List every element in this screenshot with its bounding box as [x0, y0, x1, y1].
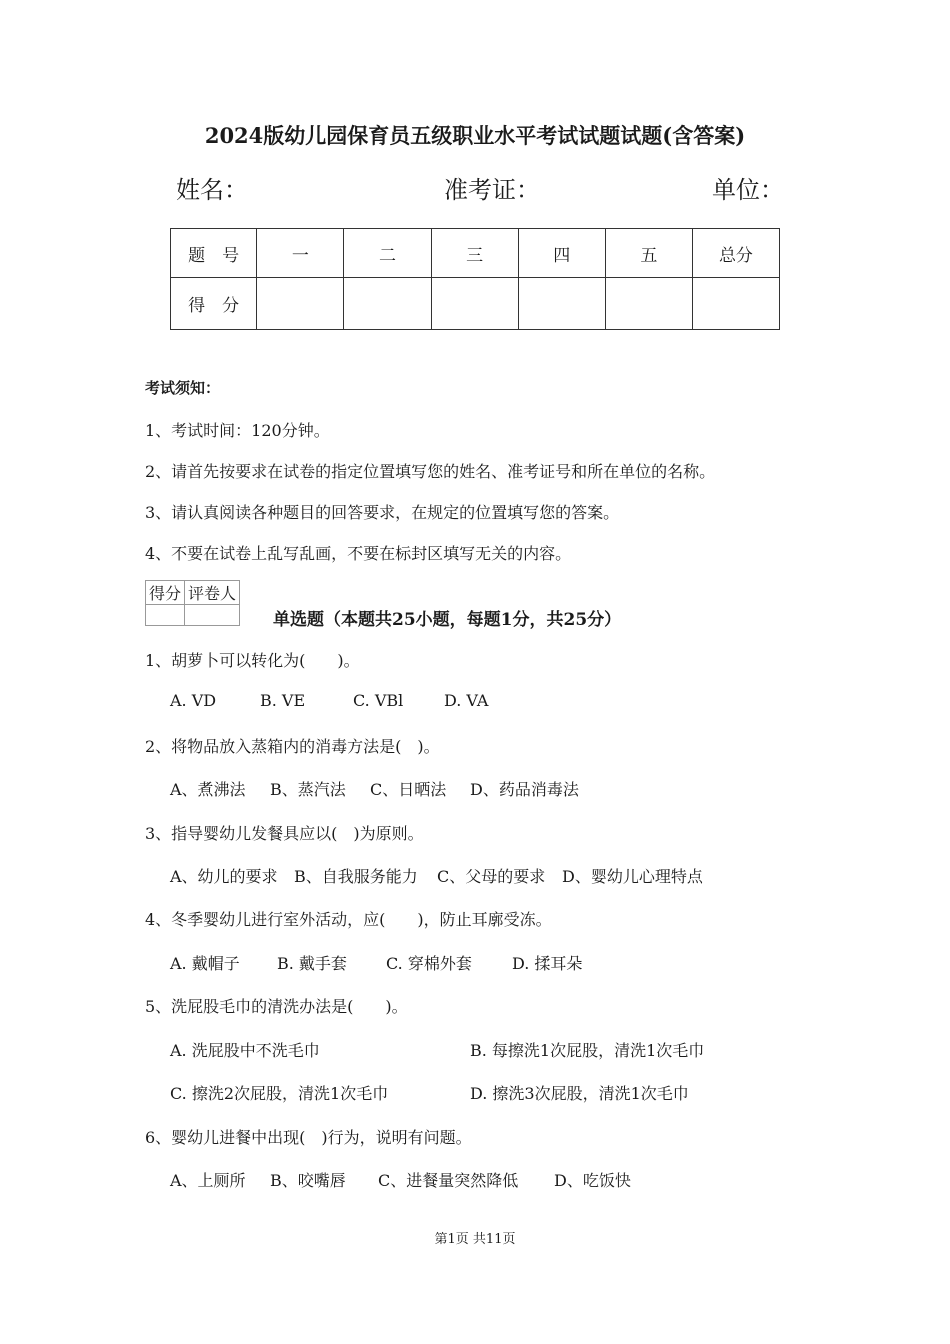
exam-title: 2024版幼儿园保育员五级职业水平考试试题试题(含答案)	[204, 123, 746, 148]
notice-item: 2、请首先按要求在试卷的指定位置填写您的姓名、准考证号和所在单位的名称。	[145, 462, 716, 481]
question-option: B. 戴手套	[277, 954, 347, 973]
score-input-cell[interactable]	[431, 278, 518, 330]
score-header-cell: 四	[518, 229, 605, 278]
score-input-cell[interactable]	[257, 278, 344, 330]
grader-reviewer-cell[interactable]	[185, 605, 240, 626]
question-option: D. 揉耳朵	[512, 954, 583, 973]
section-title: 单选题（本题共25小题，每题1分，共25分）	[273, 610, 622, 630]
question-option: B、咬嘴唇	[270, 1171, 346, 1190]
score-input-cell[interactable]	[518, 278, 605, 330]
question-option: D. 擦洗3次屁股，清洗1次毛巾	[470, 1084, 689, 1103]
score-table	[170, 228, 780, 330]
question-option: D、药品消毒法	[470, 780, 579, 799]
score-header-cell: 二	[344, 229, 431, 278]
question-option: C. 擦洗2次屁股，清洗1次毛巾	[170, 1084, 389, 1103]
grader-score-label: 得分	[146, 581, 185, 605]
score-row-label: 得 分	[171, 278, 257, 330]
question-option: B. VE	[260, 691, 306, 710]
question-option: B、自我服务能力	[294, 867, 418, 886]
question-option: A. VD	[170, 691, 217, 710]
grader-reviewer-label: 评卷人	[185, 581, 240, 605]
grader-box	[145, 580, 240, 626]
question-option: C、日晒法	[370, 780, 447, 799]
question-option: C、进餐量突然降低	[378, 1171, 519, 1190]
question-stem: 4、冬季婴幼儿进行室外活动，应( )，防止耳廓受冻。	[145, 910, 552, 929]
question-stem: 5、洗屁股毛巾的清洗办法是( )。	[145, 997, 408, 1016]
grader-score-cell[interactable]	[146, 605, 185, 626]
question-option: C. 穿棉外套	[386, 954, 472, 973]
score-table-header-row	[171, 229, 780, 278]
question-option: A、幼儿的要求	[170, 867, 278, 886]
question-stem: 1、胡萝卜可以转化为( )。	[145, 651, 360, 670]
question-option: B. 每擦洗1次屁股，清洗1次毛巾	[470, 1041, 705, 1060]
exam-id-field-label: 准考证：	[444, 176, 540, 204]
score-input-cell[interactable]	[344, 278, 431, 330]
notice-item: 4、不要在试卷上乱写乱画，不要在标封区填写无关的内容。	[145, 544, 572, 563]
question-option: D、婴幼儿心理特点	[562, 867, 703, 886]
score-input-cell[interactable]	[605, 278, 692, 330]
page-footer: 第1页 共11页	[434, 1232, 516, 1247]
notice-item: 3、请认真阅读各种题目的回答要求，在规定的位置填写您的答案。	[145, 503, 620, 522]
question-option: A、上厕所	[170, 1171, 246, 1190]
question-option: C. VBl	[353, 691, 404, 710]
question-option: B、蒸汽法	[270, 780, 346, 799]
question-option: A. 戴帽子	[170, 954, 240, 973]
score-header-cell: 总分	[692, 229, 779, 278]
notice-item: 1、考试时间：120分钟。	[145, 421, 330, 440]
score-table-score-row	[171, 278, 780, 330]
question-stem: 3、指导婴幼儿发餐具应以( )为原则。	[145, 824, 424, 843]
question-option: A. 洗屁股中不洗毛巾	[170, 1041, 320, 1060]
question-option: D. VA	[444, 691, 489, 710]
score-input-cell[interactable]	[692, 278, 779, 330]
score-header-cell: 三	[431, 229, 518, 278]
question-stem: 2、将物品放入蒸箱内的消毒方法是( )。	[145, 737, 440, 756]
question-stem: 6、婴幼儿进餐中出现( )行为，说明有问题。	[145, 1128, 472, 1147]
question-option: D、吃饭快	[554, 1171, 631, 1190]
question-option: C、父母的要求	[437, 867, 546, 886]
score-header-cell: 五	[605, 229, 692, 278]
question-option: A、煮沸法	[170, 780, 246, 799]
score-header-cell: 题 号	[171, 229, 257, 278]
score-header-cell: 一	[257, 229, 344, 278]
unit-field-label: 单位：	[712, 176, 784, 204]
notice-title: 考试须知：	[145, 379, 221, 397]
name-field-label: 姓名：	[176, 176, 248, 204]
